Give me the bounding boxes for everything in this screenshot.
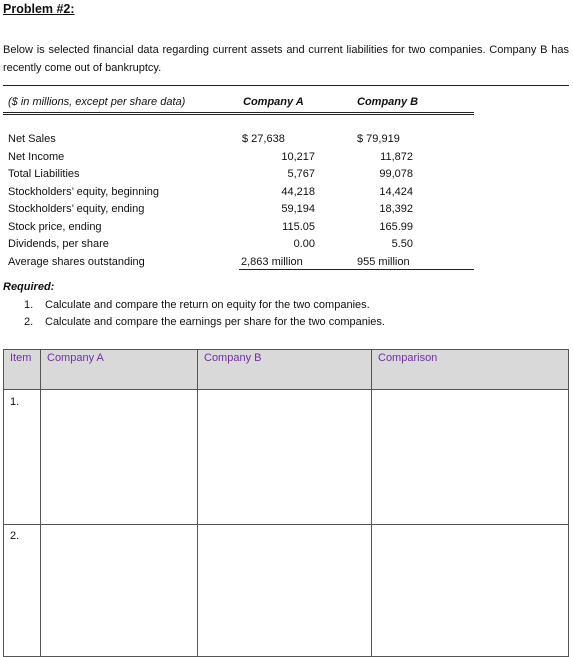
row-label: Stockholders’ equity, beginning — [8, 185, 160, 198]
company-a-value: 44,218 — [281, 185, 315, 198]
required-item-text: Calculate and compare the earnings per share for the two companies. — [45, 316, 385, 328]
answer-cell-comparison[interactable] — [372, 390, 569, 525]
answer-item-number: 2. — [4, 525, 41, 657]
problem-title: Problem #2: — [3, 2, 75, 16]
required-item-2 — [24, 316, 385, 328]
company-a-value: 59,194 — [281, 203, 315, 215]
header-item: Item — [4, 350, 41, 390]
unit-header: ($ in millions, except per share data) — [8, 96, 186, 108]
header-comparison: Comparison — [372, 350, 569, 390]
company-a-value: 0.00 — [293, 238, 315, 250]
financial-row — [0, 238, 573, 256]
financial-row — [0, 221, 573, 239]
answer-table — [3, 349, 569, 657]
company-b-value: $ 79,919 — [357, 133, 400, 145]
company-b-value: 11,872 — [380, 150, 413, 163]
answer-cell-company-b[interactable] — [198, 390, 372, 525]
company-a-value: 2,863 million — [241, 255, 303, 268]
financial-row — [0, 203, 573, 221]
answer-cell-company-a[interactable] — [41, 390, 198, 525]
company-b-value: 955 million — [357, 255, 410, 268]
row-label: Stock price, ending — [8, 220, 102, 233]
company-b-value: 165.99 — [379, 220, 413, 233]
required-item-1 — [24, 299, 370, 311]
financial-row — [0, 133, 573, 151]
row-label: Total Liabilities — [8, 168, 80, 180]
company-a-value: 115.05 — [282, 220, 315, 233]
financial-row — [0, 186, 573, 204]
company-a-value: 5,767 — [287, 168, 315, 180]
company-b-value: 18,392 — [379, 203, 413, 215]
answer-item-number: 1. — [4, 390, 41, 525]
company-a-value: $ 27,638 — [242, 133, 285, 145]
row-label: Average shares outstanding — [8, 255, 145, 268]
answer-cell-company-b[interactable] — [198, 525, 372, 657]
row-label: Dividends, per share — [8, 238, 109, 250]
required-item-text: Calculate and compare the return on equity for the two companies. — [45, 299, 370, 311]
company-a-header: Company A — [243, 96, 304, 108]
financial-row — [0, 151, 573, 169]
required-item-number: 2. — [24, 316, 34, 328]
company-b-header: Company B — [357, 96, 419, 108]
row-label: Net Income — [8, 150, 65, 163]
answer-cell-comparison[interactable] — [372, 525, 569, 657]
required-item-number: 1. — [24, 299, 34, 311]
answer-row-2 — [4, 525, 569, 657]
header-company-a: Company A — [41, 350, 198, 390]
header-rule-double — [3, 114, 474, 115]
table-top-rule — [3, 85, 569, 86]
answer-table-header-row — [4, 350, 569, 390]
intro-paragraph: Below is selected financial data regarding current assets and current liabilities for two companies. Company B has recently come out of bankruptcy. — [3, 44, 569, 74]
answer-row-1 — [4, 390, 569, 525]
company-b-value: 14,424 — [379, 185, 413, 198]
underline-a-last — [239, 269, 474, 270]
answer-cell-company-a[interactable] — [41, 525, 198, 657]
company-b-value: 5.50 — [391, 238, 413, 250]
company-b-value: 99,078 — [379, 168, 413, 180]
row-label: Stockholders’ equity, ending — [8, 203, 145, 215]
header-company-b: Company B — [198, 350, 372, 390]
financial-row — [0, 256, 573, 274]
financial-row — [0, 168, 573, 186]
header-rule — [3, 112, 474, 113]
row-label: Net Sales — [8, 133, 56, 145]
company-a-value: 10,217 — [281, 150, 315, 163]
required-title: Required: — [3, 281, 55, 293]
